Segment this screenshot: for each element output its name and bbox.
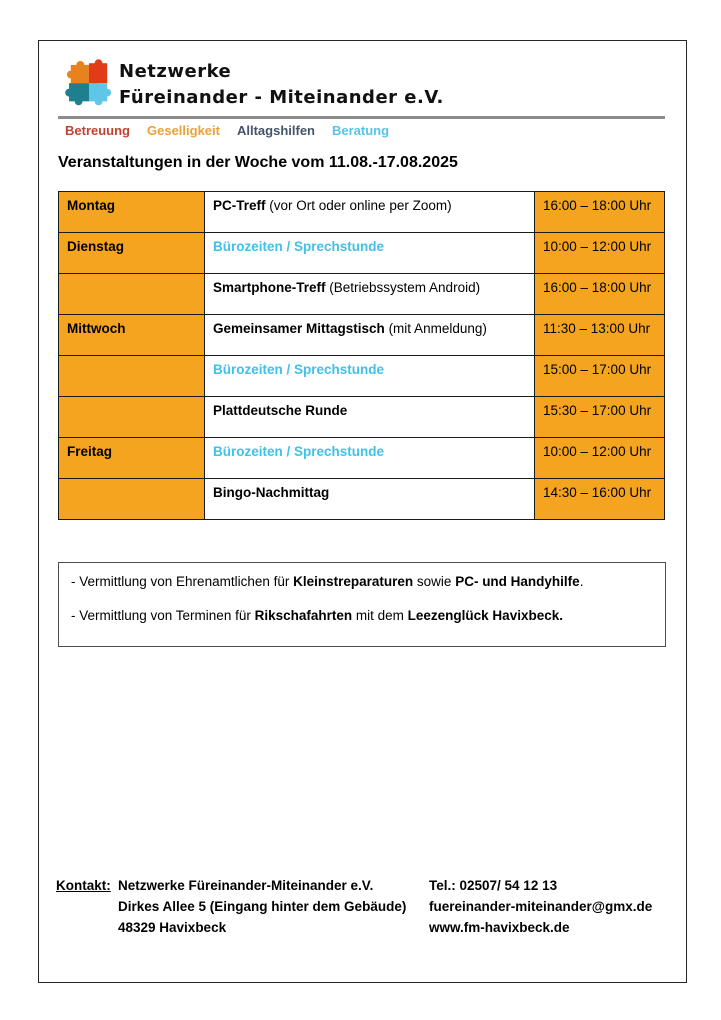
services-note-box <box>58 562 666 647</box>
time-cell: 16:00 – 18:00 Uhr <box>535 274 665 315</box>
day-cell <box>59 479 205 520</box>
day-cell <box>59 274 205 315</box>
event-name: Smartphone-Treff <box>213 280 326 295</box>
contact-street: Dirkes Allee 5 (Eingang hinter dem Gebäude) <box>118 899 407 914</box>
event-name: PC-Treff <box>213 198 266 213</box>
page-title: Veranstaltungen in der Woche vom 11.08.-17.08.2025 <box>58 154 458 171</box>
day-cell <box>59 397 205 438</box>
time-cell: 10:00 – 12:00 Uhr <box>535 438 665 479</box>
event-cell <box>205 274 535 315</box>
nav-item-beratung[interactable]: Beratung <box>332 123 390 138</box>
table-row <box>59 479 665 520</box>
contact-email: fuereinander-miteinander@gmx.de <box>429 899 653 914</box>
event-cell <box>205 315 535 356</box>
event-cell <box>205 397 535 438</box>
puzzle-piece-bottom-left <box>65 83 92 105</box>
contact-label: Kontakt: <box>56 878 111 893</box>
table-row <box>59 315 665 356</box>
contact-address <box>118 875 406 938</box>
document-page <box>38 40 687 983</box>
note-text: - Vermittlung von Terminen für <box>71 608 255 623</box>
time-cell: 16:00 – 18:00 Uhr <box>535 192 665 233</box>
note-line <box>71 608 653 623</box>
day-cell: Mittwoch <box>59 315 205 356</box>
event-name: Bingo-Nachmittag <box>213 485 330 500</box>
table-row <box>59 356 665 397</box>
nav-item-betreuung[interactable]: Betreuung <box>65 123 130 138</box>
org-title-line2: Füreinander - Miteinander e.V. <box>119 87 444 108</box>
event-name: Bürozeiten / Sprechstunde <box>213 362 385 377</box>
contact-org-name: Netzwerke Füreinander-Miteinander e.V. <box>118 878 374 893</box>
table-row <box>59 274 665 315</box>
day-cell <box>59 356 205 397</box>
time-cell: 11:30 – 13:00 Uhr <box>535 315 665 356</box>
contact-phone: Tel.: 02507/ 54 12 13 <box>429 878 558 893</box>
note-bold: PC- und Handyhilfe <box>455 574 580 589</box>
nav-item-alltagshilfen[interactable]: Alltagshilfen <box>236 123 315 138</box>
event-name: Bürozeiten / Sprechstunde <box>213 239 385 254</box>
nav-item-geselligkeit[interactable]: Geselligkeit <box>147 123 220 138</box>
table-row <box>59 233 665 274</box>
note-text: mit dem <box>352 608 408 623</box>
note-line <box>71 574 653 589</box>
time-cell: 10:00 – 12:00 Uhr <box>535 233 665 274</box>
event-cell <box>205 192 535 233</box>
note-text: sowie <box>413 574 456 589</box>
contact-city: 48329 Havixbeck <box>118 920 227 935</box>
puzzle-logo-icon <box>63 56 115 112</box>
event-cell <box>205 233 535 274</box>
category-nav <box>65 123 389 138</box>
schedule-table <box>58 191 665 520</box>
day-cell: Dienstag <box>59 233 205 274</box>
event-cell <box>205 438 535 479</box>
event-name: Plattdeutsche Runde <box>213 403 348 418</box>
event-cell <box>205 479 535 520</box>
time-cell: 14:30 – 16:00 Uhr <box>535 479 665 520</box>
note-bold: Kleinstreparaturen <box>293 574 414 589</box>
table-row <box>59 192 665 233</box>
note-bold: Rikschafahrten <box>254 608 353 623</box>
note-bold: Leezenglück Havixbeck. <box>407 608 563 623</box>
event-detail: (mit Anmeldung) <box>384 321 487 336</box>
day-cell: Montag <box>59 192 205 233</box>
puzzle-piece-top-left <box>67 61 93 83</box>
table-row <box>59 438 665 479</box>
time-cell: 15:30 – 17:00 Uhr <box>535 397 665 438</box>
contact-details <box>429 875 652 938</box>
table-row <box>59 397 665 438</box>
org-title-line1: Netzwerke <box>119 61 232 82</box>
day-cell: Freitag <box>59 438 205 479</box>
event-cell <box>205 356 535 397</box>
event-name: Bürozeiten / Sprechstunde <box>213 444 385 459</box>
event-detail: (vor Ort oder online per Zoom) <box>265 198 452 213</box>
puzzle-piece-bottom-right <box>89 83 111 105</box>
note-text: - Vermittlung von Ehrenamtlichen für <box>71 574 294 589</box>
puzzle-piece-top-right <box>89 59 107 86</box>
header-divider <box>58 116 665 119</box>
contact-website: www.fm-havixbeck.de <box>429 920 570 935</box>
event-detail: (Betriebssystem Android) <box>325 280 481 295</box>
event-name: Gemeinsamer Mittagstisch <box>213 321 385 336</box>
time-cell: 15:00 – 17:00 Uhr <box>535 356 665 397</box>
note-text: . <box>579 574 584 589</box>
org-title <box>119 59 444 111</box>
